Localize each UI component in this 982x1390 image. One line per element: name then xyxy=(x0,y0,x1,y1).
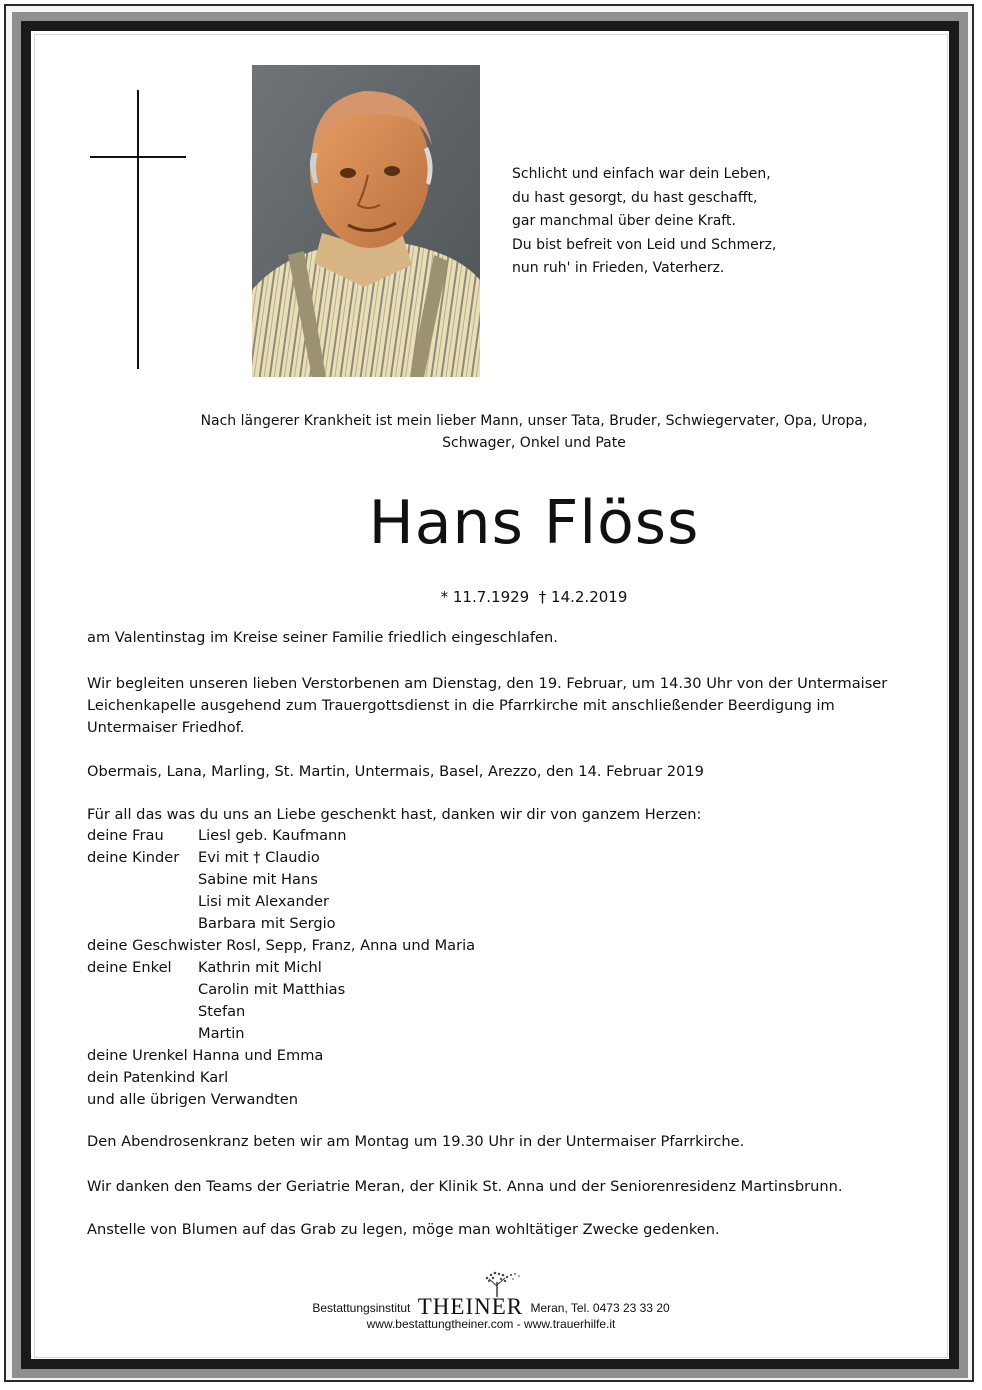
intro-line: Nach längerer Krankheit ist mein lieber Mann, unser Tata, Bruder, Schwiegervater, Opa, Uropa, xyxy=(200,413,868,429)
cross-icon xyxy=(137,90,139,369)
brand-logo: THEINER xyxy=(417,1294,524,1319)
family-label: deine Geschwister Rosl, Sepp, Franz, Anna und Maria xyxy=(87,937,476,954)
family-value: Evi mit † Claudio xyxy=(198,849,320,866)
family-label: deine Frau xyxy=(87,827,164,844)
family-value: Liesl geb. Kaufmann xyxy=(198,827,347,844)
family-label: deine Enkel xyxy=(87,959,172,976)
poem xyxy=(512,163,776,281)
thanks-intro: Für all das was du uns an Liebe geschenkt hast, danken wir dir von ganzem Herzen: xyxy=(87,806,702,823)
funeral-line: Untermaiser Friedhof. xyxy=(87,719,245,736)
family-label: dein Patenkind Karl xyxy=(87,1069,229,1086)
family-label: deine Kinder xyxy=(87,849,180,866)
life-dates: * 11.7.1929 † 14.2.2019 xyxy=(440,588,628,606)
rosary-text: Den Abendrosenkranz beten wir am Montag um 19.30 Uhr in der Untermaiser Pfarrkirche. xyxy=(87,1133,745,1150)
poem-line: gar manchmal über deine Kraft. xyxy=(512,213,736,229)
poem-line: Schlicht und einfach war dein Leben, xyxy=(512,166,771,182)
family-label: und alle übrigen Verwandten xyxy=(87,1091,298,1108)
thanks-teams: Wir danken den Teams der Geriatrie Meran, der Klinik St. Anna und der Seniorenresidenz Martinsbrunn. xyxy=(87,1178,843,1195)
family-value: Kathrin mit Michl xyxy=(198,959,322,976)
funeral-line: Wir begleiten unseren lieben Verstorbenen am Dienstag, den 19. Februar, um 14.30 Uhr von der Untermaiser xyxy=(87,675,888,692)
place-date: Obermais, Lana, Marling, St. Martin, Untermais, Basel, Arezzo, den 14. Februar 2019 xyxy=(87,763,704,780)
footer-contact: Meran, Tel. 0473 23 33 20 xyxy=(530,1301,670,1315)
footer-prefix: Bestattungsinstitut xyxy=(312,1301,411,1315)
family-label: deine Urenkel Hanna und Emma xyxy=(87,1047,324,1064)
passing-text: am Valentinstag im Kreise seiner Familie friedlich eingeschlafen. xyxy=(87,629,558,646)
footer-websites: www.bestattungtheiner.com - www.trauerhilfe.it xyxy=(366,1317,616,1331)
family-value: Barbara mit Sergio xyxy=(198,915,336,932)
deceased-name: Hans Flöss xyxy=(368,488,700,558)
funeral-info xyxy=(87,673,887,739)
family-value: Lisi mit Alexander xyxy=(198,893,329,910)
poem-line: Du bist befreit von Leid und Schmerz, xyxy=(512,236,777,253)
family-value: Martin xyxy=(198,1025,245,1042)
poem-line: du hast gesorgt, du hast geschafft, xyxy=(512,189,758,206)
portrait-photo xyxy=(252,65,480,377)
flowers-note: Anstelle von Blumen auf das Grab zu legen, möge man wohltätiger Zwecke gedenken. xyxy=(87,1221,720,1238)
family-value: Stefan xyxy=(198,1003,246,1020)
poem-line: nun ruh' in Frieden, Vaterherz. xyxy=(512,260,725,276)
cross-icon-bar xyxy=(90,156,186,158)
family-value: Carolin mit Matthias xyxy=(198,981,346,998)
intro-text xyxy=(90,410,978,454)
family-value: Sabine mit Hans xyxy=(198,871,318,888)
intro-line: Schwager, Onkel und Pate xyxy=(442,435,626,451)
funeral-line: Leichenkapelle ausgehend zum Trauergottsdienst in die Pfarrkirche mit anschließender Beerdigung im xyxy=(87,697,835,714)
